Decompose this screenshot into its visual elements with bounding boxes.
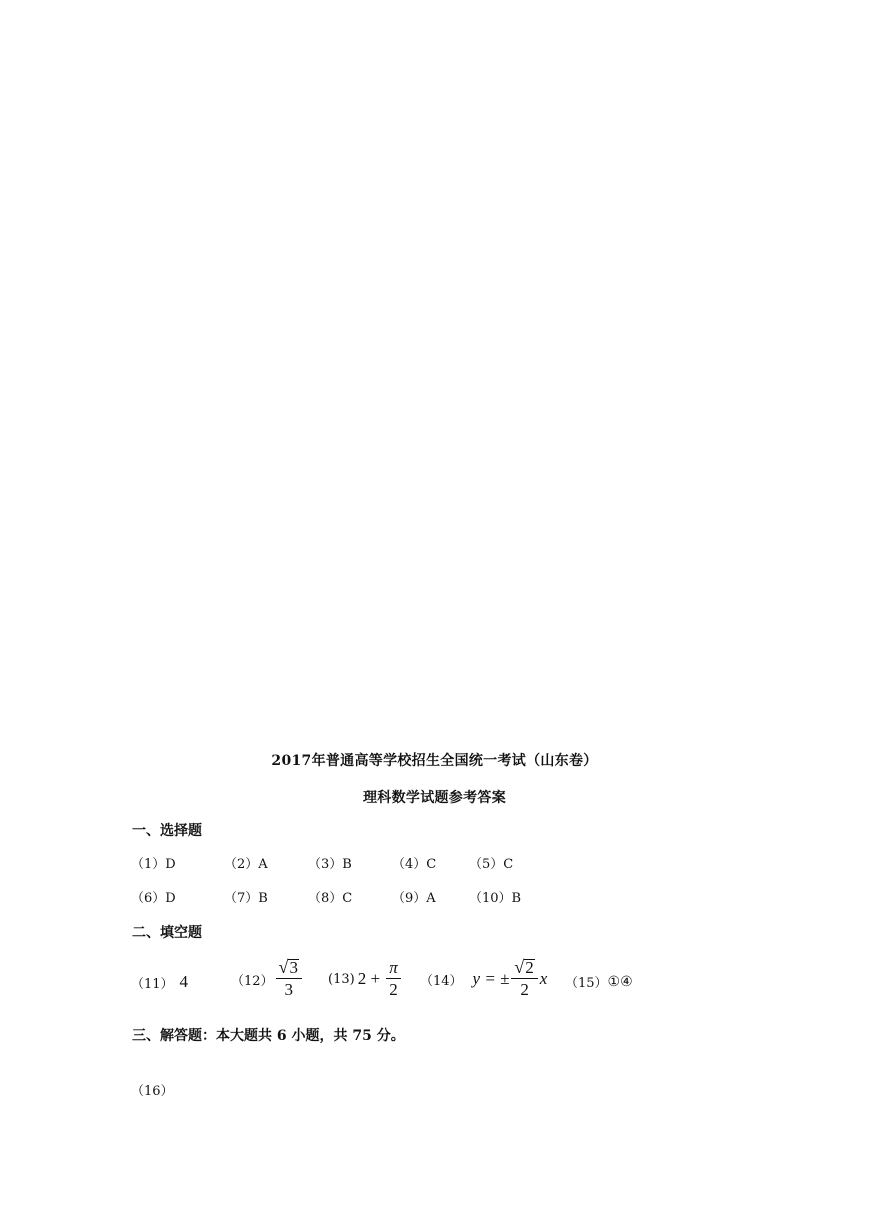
fraction-12 — [276, 958, 302, 1000]
sqrt-symbol-14: √ 2 — [514, 957, 534, 977]
fill-radicand-14: 2 — [525, 958, 534, 977]
fraction-13 — [386, 958, 401, 1000]
fill-answer-13 — [328, 958, 403, 1000]
fill-label-11: （11） — [131, 976, 174, 992]
page-subtitle: 理科数学试题参考答案 — [363, 790, 506, 806]
choice-answer-5: （5）C — [469, 857, 514, 872]
choice-answer-4: （4）C — [392, 857, 437, 872]
solution-label-16: （16） — [131, 1084, 174, 1099]
fill-label-13: (13) — [328, 971, 355, 987]
fill-denominator-14: 2 — [520, 980, 529, 999]
choice-answer-10: （10）B — [469, 891, 522, 906]
fill-suffix-14: x — [539, 969, 548, 988]
fill-denominator-13: 2 — [389, 980, 398, 999]
fill-value-15: ①④ — [607, 973, 633, 990]
fill-answer-14 — [420, 958, 547, 1000]
section-choice-heading: 一、选择题 — [132, 823, 202, 839]
sqrt-symbol-12: √ 3 — [278, 957, 298, 977]
fill-answer-12 — [231, 958, 304, 1000]
choice-answer-6: （6）D — [131, 891, 176, 906]
fill-radicand-12: 3 — [289, 958, 298, 977]
choice-answer-7: （7）B — [224, 891, 268, 906]
fill-value-11: 4 — [179, 972, 189, 991]
page-title: 2017年普通高等学校招生全国统一考试（山东卷） — [271, 753, 598, 769]
fill-label-15: （15） — [565, 976, 608, 991]
fill-numerator-13: π — [386, 958, 401, 979]
fill-prefix-13: 2 + — [357, 969, 385, 988]
choice-answer-8: （8）C — [308, 891, 353, 906]
fill-answer-11 — [131, 970, 188, 994]
fill-answer-15 — [565, 972, 633, 991]
section-fill-heading: 二、填空题 — [132, 925, 202, 941]
fill-label-12: （12） — [231, 973, 274, 989]
fraction-14 — [511, 958, 537, 1000]
fill-prefix-14: y = ± — [472, 969, 510, 988]
fill-denominator-12: 3 — [284, 980, 293, 999]
fill-label-14: （14） — [420, 973, 463, 989]
choice-answer-3: （3）B — [308, 857, 352, 872]
section-solution-heading: 三、解答题：本大题共 6 小题，共 75 分。 — [132, 1028, 405, 1044]
choice-answer-1: （1）D — [131, 857, 176, 872]
choice-answer-2: （2）A — [224, 857, 268, 872]
choice-answer-9: （9）A — [392, 891, 436, 906]
